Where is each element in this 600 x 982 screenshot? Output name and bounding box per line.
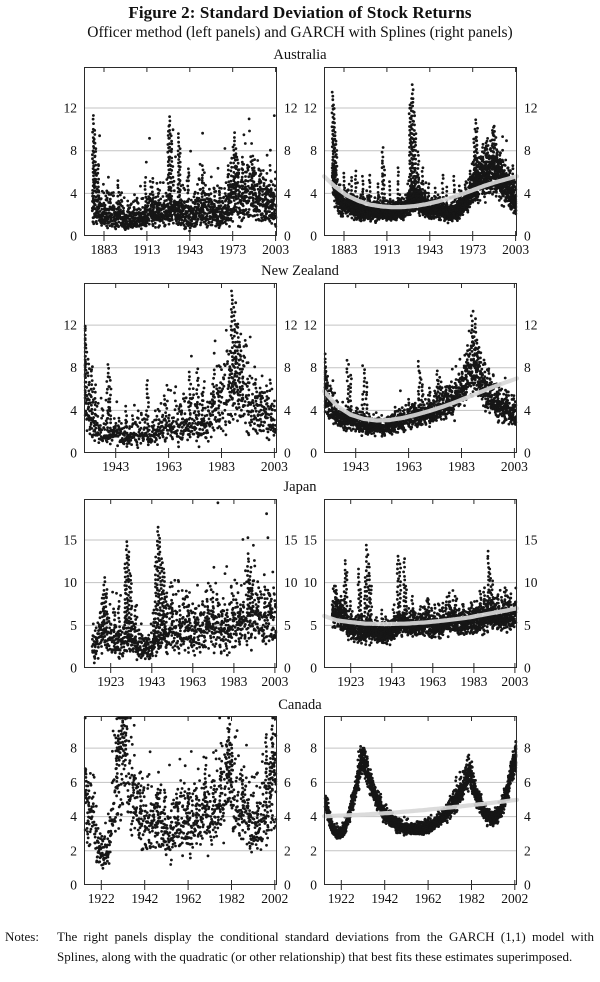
- x-tick-label: 2003: [500, 459, 528, 474]
- y-tick-label-left: 10: [303, 575, 317, 591]
- y-tick-label-left: 12: [303, 317, 317, 333]
- y-tick-label-right: 4: [284, 809, 291, 825]
- row-title-canada: Canada: [278, 697, 322, 713]
- panel-australia-left: [64, 67, 298, 257]
- x-tick-label: 1963: [395, 459, 423, 474]
- y-tick-label-left: 12: [303, 100, 317, 116]
- y-tick-label-left: 10: [63, 575, 77, 591]
- y-tick-label-left: 0: [70, 660, 77, 676]
- row-title-japan: Japan: [283, 479, 317, 495]
- y-tick-label-left: 4: [310, 809, 317, 825]
- x-tick-label: 1922: [327, 891, 355, 906]
- row-title-new-zealand: New Zealand: [261, 263, 339, 279]
- x-tick-label: 1943: [378, 674, 406, 689]
- x-tick-label: 1913: [133, 242, 161, 257]
- x-tick-label: 1973: [459, 242, 487, 257]
- x-tick-label: 1883: [330, 242, 358, 257]
- x-tick-label: 1963: [179, 674, 207, 689]
- y-tick-label-right: 2: [284, 843, 291, 859]
- y-tick-label-right: 10: [524, 575, 538, 591]
- y-tick-label-right: 4: [284, 402, 291, 418]
- x-tick-label: 1983: [448, 459, 475, 474]
- y-tick-label-right: 4: [524, 809, 531, 825]
- y-tick-label-right: 4: [524, 402, 531, 418]
- x-tick-label: 2002: [261, 891, 289, 906]
- y-tick-label-right: 0: [284, 660, 291, 676]
- y-tick-label-right: 4: [524, 185, 531, 201]
- y-tick-label-right: 8: [524, 740, 531, 756]
- y-tick-label-right: 8: [524, 143, 531, 159]
- y-tick-label-left: 6: [70, 774, 77, 790]
- y-tick-label-right: 12: [284, 317, 298, 333]
- figure-subtitle: Officer method (left panels) and GARCH with Splines (right panels): [87, 24, 513, 41]
- y-tick-label-right: 8: [284, 740, 291, 756]
- x-tick-label: 1982: [458, 891, 485, 906]
- scatter-points: [84, 290, 277, 449]
- y-tick-label-left: 8: [310, 360, 317, 376]
- y-tick-label-right: 15: [284, 532, 298, 548]
- y-tick-label-right: 0: [524, 228, 531, 244]
- panel-canada-right: [310, 716, 531, 906]
- y-tick-label-left: 5: [70, 617, 77, 633]
- y-tick-label-left: 4: [70, 185, 77, 201]
- y-tick-label-right: 0: [524, 445, 531, 461]
- y-tick-label-left: 4: [310, 185, 317, 201]
- y-tick-label-left: 12: [63, 317, 77, 333]
- x-tick-label: 2003: [501, 674, 529, 689]
- x-tick-label: 2003: [502, 242, 530, 257]
- notes-label: Notes:: [5, 929, 39, 944]
- x-tick-label: 1942: [131, 891, 159, 906]
- y-tick-label-left: 0: [70, 228, 77, 244]
- y-tick-label-left: 8: [70, 143, 77, 159]
- y-tick-label-left: 15: [63, 532, 77, 548]
- scatter-points: [84, 717, 277, 870]
- x-tick-label: 1883: [90, 242, 118, 257]
- y-tick-label-left: 15: [303, 532, 317, 548]
- y-tick-label-right: 0: [284, 445, 291, 461]
- x-tick-label: 1983: [220, 674, 248, 689]
- scatter-points: [324, 310, 517, 438]
- y-tick-label-left: 0: [310, 877, 317, 893]
- x-tick-label: 2003: [261, 674, 289, 689]
- y-tick-label-right: 0: [284, 228, 291, 244]
- y-tick-label-right: 8: [284, 360, 291, 376]
- x-tick-label: 1943: [342, 459, 370, 474]
- x-tick-label: 1983: [208, 459, 235, 474]
- x-tick-label: 1963: [155, 459, 183, 474]
- panel-new-zealand-left: [64, 283, 298, 474]
- y-tick-label-right: 4: [284, 185, 291, 201]
- panel-canada-left: [70, 716, 291, 906]
- y-tick-label-left: 0: [310, 228, 317, 244]
- figure-title: Figure 2: Standard Deviation of Stock Returns: [128, 3, 472, 22]
- scatter-points: [331, 544, 517, 647]
- y-tick-label-right: 8: [524, 360, 531, 376]
- x-tick-label: 1943: [138, 674, 166, 689]
- x-tick-label: 2003: [260, 459, 288, 474]
- x-tick-label: 1973: [219, 242, 247, 257]
- panel-new-zealand-right: [304, 283, 538, 474]
- row-title-australia: Australia: [273, 47, 327, 63]
- x-tick-label: 1963: [419, 674, 447, 689]
- y-tick-label-right: 12: [524, 317, 538, 333]
- x-tick-label: 1962: [414, 891, 442, 906]
- x-tick-label: 1962: [174, 891, 202, 906]
- x-tick-label: 1922: [87, 891, 115, 906]
- y-tick-label-left: 0: [70, 445, 77, 461]
- y-tick-label-right: 6: [524, 774, 531, 790]
- x-tick-label: 1982: [218, 891, 245, 906]
- y-tick-label-right: 5: [284, 617, 291, 633]
- x-tick-label: 1943: [416, 242, 444, 257]
- y-tick-label-right: 12: [284, 100, 298, 116]
- y-tick-label-right: 10: [284, 575, 298, 591]
- x-tick-label: 1923: [97, 674, 125, 689]
- x-tick-label: 2003: [262, 242, 290, 257]
- y-tick-label-left: 2: [310, 843, 317, 859]
- scatter-points: [324, 740, 517, 840]
- y-tick-label-left: 12: [63, 100, 77, 116]
- panel-japan-right: [304, 499, 538, 689]
- y-tick-label-left: 0: [310, 445, 317, 461]
- y-tick-label-left: 4: [70, 809, 77, 825]
- panel-japan-left: [64, 499, 298, 689]
- y-tick-label-left: 5: [310, 617, 317, 633]
- y-tick-label-right: 0: [524, 660, 531, 676]
- y-tick-label-left: 2: [70, 843, 77, 859]
- y-tick-label-right: 12: [524, 100, 538, 116]
- y-tick-label-left: 4: [310, 402, 317, 418]
- x-tick-label: 1943: [102, 459, 130, 474]
- y-tick-label-right: 5: [524, 617, 531, 633]
- y-tick-label-left: 8: [70, 360, 77, 376]
- y-tick-label-right: 2: [524, 843, 531, 859]
- y-tick-label-left: 0: [310, 660, 317, 676]
- y-tick-label-left: 6: [310, 774, 317, 790]
- y-tick-label-right: 15: [524, 532, 538, 548]
- scatter-points: [91, 114, 277, 232]
- y-tick-label-left: 8: [310, 143, 317, 159]
- y-tick-label-right: 8: [284, 143, 291, 159]
- x-tick-label: 1943: [176, 242, 204, 257]
- y-tick-label-left: 8: [70, 740, 77, 756]
- x-tick-label: 1983: [460, 674, 488, 689]
- x-tick-label: 2002: [501, 891, 529, 906]
- y-tick-label-left: 4: [70, 402, 77, 418]
- x-tick-label: 1913: [373, 242, 401, 257]
- y-tick-label-right: 0: [284, 877, 291, 893]
- x-tick-label: 1923: [337, 674, 365, 689]
- y-tick-label-right: 6: [284, 774, 291, 790]
- y-tick-label-left: 8: [310, 740, 317, 756]
- y-tick-label-left: 0: [70, 877, 77, 893]
- x-tick-label: 1942: [371, 891, 399, 906]
- notes-text: The right panels display the conditional standard deviations from the GARCH (1,1) model with Splines, along with the quadratic (or other relationship) that best fits these estimates superimposed.: [57, 929, 594, 964]
- panel-australia-right: [304, 67, 538, 257]
- y-tick-label-right: 0: [524, 877, 531, 893]
